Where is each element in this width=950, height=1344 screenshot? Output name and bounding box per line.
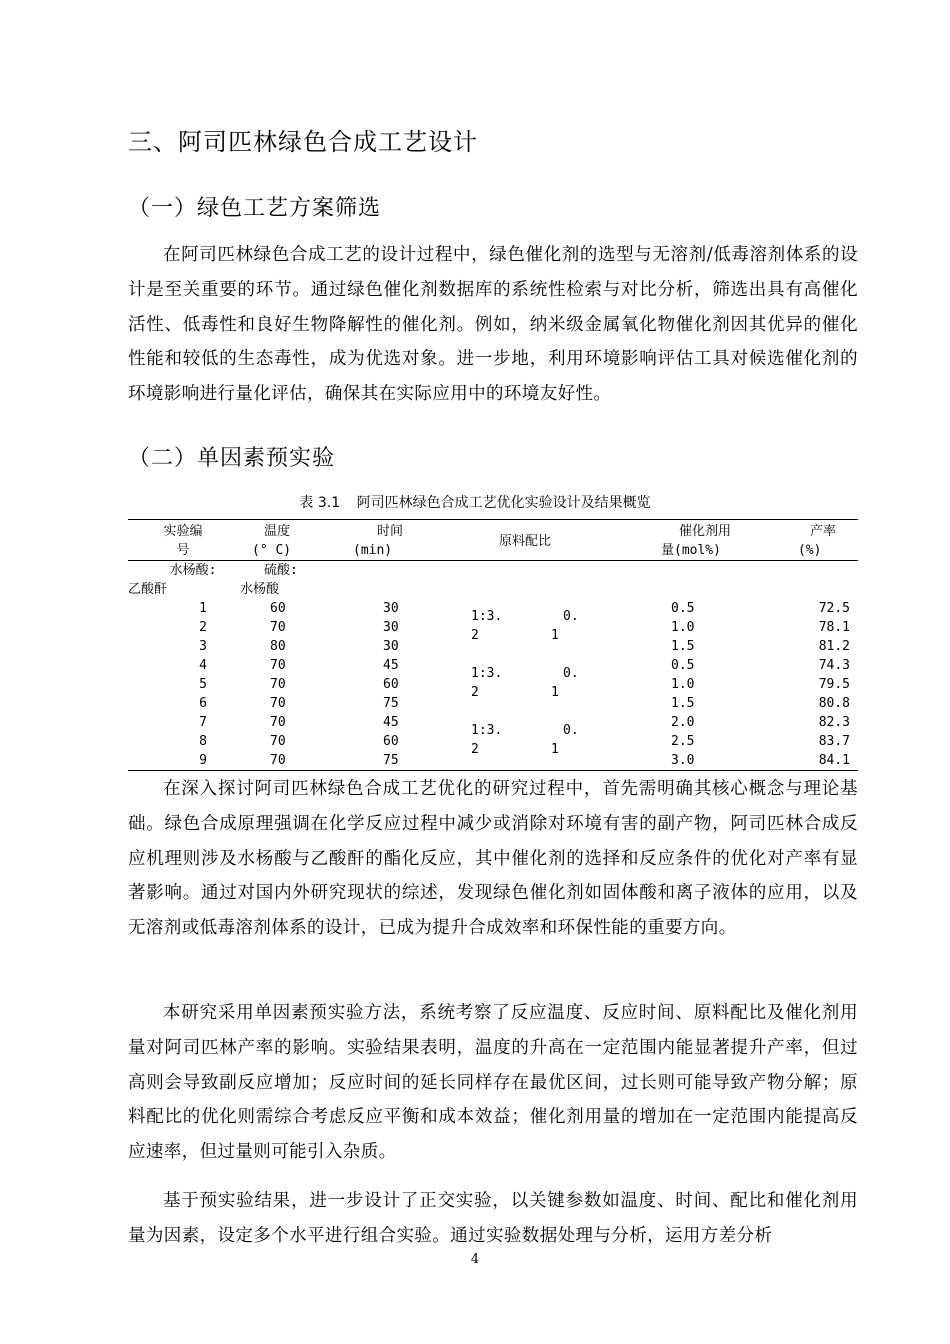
header-yield-line2: (%) — [798, 543, 822, 558]
subsection-title-1: （一）绿色工艺方案筛选 — [128, 196, 382, 221]
row-catalyst: 3.0 — [633, 751, 768, 771]
subheader-b-line1: 硫酸: — [264, 563, 298, 578]
row-catalyst: 0.5 — [671, 658, 695, 673]
row-id: 6 — [199, 696, 207, 711]
row-yield: 78.1 — [818, 620, 850, 635]
ratio-group-2-a: 1:3. — [471, 666, 503, 681]
header-ratio — [463, 520, 633, 561]
ratio-group-2-c: 0. — [563, 666, 579, 681]
table-row — [128, 751, 858, 771]
table-row — [128, 599, 858, 618]
header-temp — [238, 520, 351, 561]
row-catalyst: 0.5 — [671, 601, 695, 616]
row-id: 7 — [199, 715, 207, 730]
row-time: 30 — [383, 639, 399, 654]
row-time: 75 — [383, 696, 399, 711]
row-temp: 70 — [270, 715, 286, 730]
row-id: 2 — [199, 620, 207, 635]
header-time — [351, 520, 463, 561]
table-caption — [0, 492, 950, 512]
ratio-group-3-c: 0. — [563, 723, 579, 738]
ratio-group-2-b: 2 — [471, 685, 479, 700]
header-yield-line1: 产率 — [810, 524, 837, 539]
ratio-group-3 — [463, 713, 633, 757]
row-time: 45 — [383, 658, 399, 673]
paragraph-2: 在深入探讨阿司匹林绿色合成工艺优化的研究过程中，首先需明确其核心概念与理论基础。绿色合成原理强调在化学反应过程中减少或消除对环境有害的副产物，阿司匹林合成反应机理则涉及水杨酸与乙酸酐的酯化反应，其中催化剂的选择和反应条件的优化对产率有显著影响。通过对国内外研究现状的综述，发现绿色催化剂如固体酸和离子液体的应用，以及无溶剂或低毒溶剂体系的设计，已成为提升合成效率和环保性能的重要方向。 — [128, 779, 858, 939]
row-yield: 79.5 — [818, 677, 850, 692]
row-time: 30 — [383, 620, 399, 635]
table-row — [128, 656, 858, 675]
header-yield — [768, 520, 858, 561]
row-id: 5 — [199, 677, 207, 692]
row-temp: 70 — [270, 620, 286, 635]
table-row — [128, 713, 858, 732]
subheader-a-line2: 乙酸酐 — [128, 582, 168, 597]
ratio-group-3-a: 1:3. — [471, 723, 503, 738]
header-catalyst — [633, 520, 768, 561]
row-temp: 80 — [270, 639, 286, 654]
row-temp: 60 — [270, 601, 286, 616]
row-yield: 81.2 — [818, 639, 850, 654]
table-subheader-row — [128, 561, 858, 600]
row-id: 1 — [199, 601, 207, 616]
subheader-b-line2: 水杨酸 — [240, 582, 280, 597]
table-row — [128, 637, 858, 656]
row-yield: 82.3 — [818, 715, 850, 730]
row-temp: 70 — [270, 696, 286, 711]
row-catalyst: 1.5 — [671, 639, 695, 654]
experiment-table — [128, 519, 858, 771]
paragraph-4: 基于预实验结果，进一步设计了正交实验，以关键参数如温度、时间、配比和催化剂用量为因素，设定多个水平进行组合实验。通过实验数据处理与分析，运用方差分析 — [128, 1191, 858, 1246]
row-id: 3 — [199, 639, 207, 654]
row-yield: 84.1 — [768, 751, 858, 771]
row-catalyst: 2.0 — [671, 715, 695, 730]
subheader-a-line1: 水杨酸: — [169, 563, 217, 578]
row-yield: 83.7 — [818, 734, 850, 749]
ratio-group-2 — [463, 656, 633, 700]
ratio-group-1-c: 0. — [563, 609, 579, 624]
ratio-group-2-d: 1 — [551, 685, 559, 700]
subheader-sulfuric-salicylic — [238, 561, 351, 600]
header-id — [128, 520, 238, 561]
ratio-group-1-b: 2 — [471, 628, 479, 643]
table-header-row — [128, 520, 858, 561]
paragraph-1: 在阿司匹林绿色合成工艺的设计过程中，绿色催化剂的选型与无溶剂/低毒溶剂体系的设计是至关重要的环节。通过绿色催化剂数据库的系统性检索与对比分析，筛选出具有高催化活性、低毒性和良好生物降解性的催化剂。例如，纳米级金属氧化物催化剂因其优异的催化性能和较低的生态毒性，成为优选对象。进一步地，利用环境影响评估工具对候选催化剂的环境影响进行量化评估，确保其在实际应用中的环境友好性。 — [128, 245, 858, 405]
row-temp: 70 — [238, 751, 351, 771]
row-time: 75 — [351, 751, 463, 771]
ratio-group-3-d: 1 — [551, 742, 559, 757]
row-catalyst: 1.0 — [671, 620, 695, 635]
header-catalyst-line2: 量(mol%) — [661, 543, 721, 558]
header-temp-line2: (° C) — [252, 543, 292, 558]
row-yield: 74.3 — [818, 658, 850, 673]
row-id: 8 — [199, 734, 207, 749]
section-title: 三、阿司匹林绿色合成工艺设计 — [128, 128, 478, 156]
row-yield: 80.8 — [818, 696, 850, 711]
row-id: 9 — [128, 751, 238, 771]
header-temp-line1: 温度 — [264, 524, 291, 539]
row-time: 30 — [383, 601, 399, 616]
ratio-group-1 — [463, 599, 633, 643]
row-id: 4 — [199, 658, 207, 673]
header-time-line2: (min) — [353, 543, 393, 558]
row-temp: 70 — [270, 677, 286, 692]
table-caption-number: 表 3.1 — [299, 495, 341, 511]
header-id-line2: 号 — [176, 543, 190, 558]
row-catalyst: 2.5 — [671, 734, 695, 749]
table-row — [128, 694, 858, 713]
header-time-line1: 时间 — [377, 524, 404, 539]
ratio-group-1-d: 1 — [551, 628, 559, 643]
row-temp: 70 — [270, 658, 286, 673]
subheader-salicylic-anhydride — [128, 561, 238, 600]
row-catalyst: 1.5 — [671, 696, 695, 711]
row-time: 60 — [383, 677, 399, 692]
row-time: 45 — [383, 715, 399, 730]
row-temp: 70 — [270, 734, 286, 749]
row-time: 60 — [383, 734, 399, 749]
paragraph-3: 本研究采用单因素预实验方法，系统考察了反应温度、反应时间、原料配比及催化剂用量对阿司匹林产率的影响。实验结果表明，温度的升高在一定范围内能显著提升产率，但过高则会导致副反应增加；反应时间的延长同样存在最优区间，过长则可能导致产物分解；原料配比的优化则需综合考虑反应平衡和成本效益；催化剂用量的增加在一定范围内能提高反应速率，但过量则可能引入杂质。 — [128, 1003, 858, 1163]
row-yield: 72.5 — [818, 601, 850, 616]
header-id-line1: 实验编 — [163, 524, 203, 539]
page-number: 4 — [470, 1252, 480, 1267]
header-ratio-label: 原料配比 — [499, 533, 552, 549]
row-catalyst: 1.0 — [671, 677, 695, 692]
table-caption-text: 阿司匹林绿色合成工艺优化实验设计及结果概览 — [356, 495, 651, 511]
header-catalyst-line1: 催化剂用 — [679, 524, 732, 539]
ratio-group-3-b: 2 — [471, 742, 479, 757]
subsection-title-2: （二）单因素预实验 — [128, 446, 336, 471]
ratio-group-1-a: 1:3. — [471, 609, 503, 624]
